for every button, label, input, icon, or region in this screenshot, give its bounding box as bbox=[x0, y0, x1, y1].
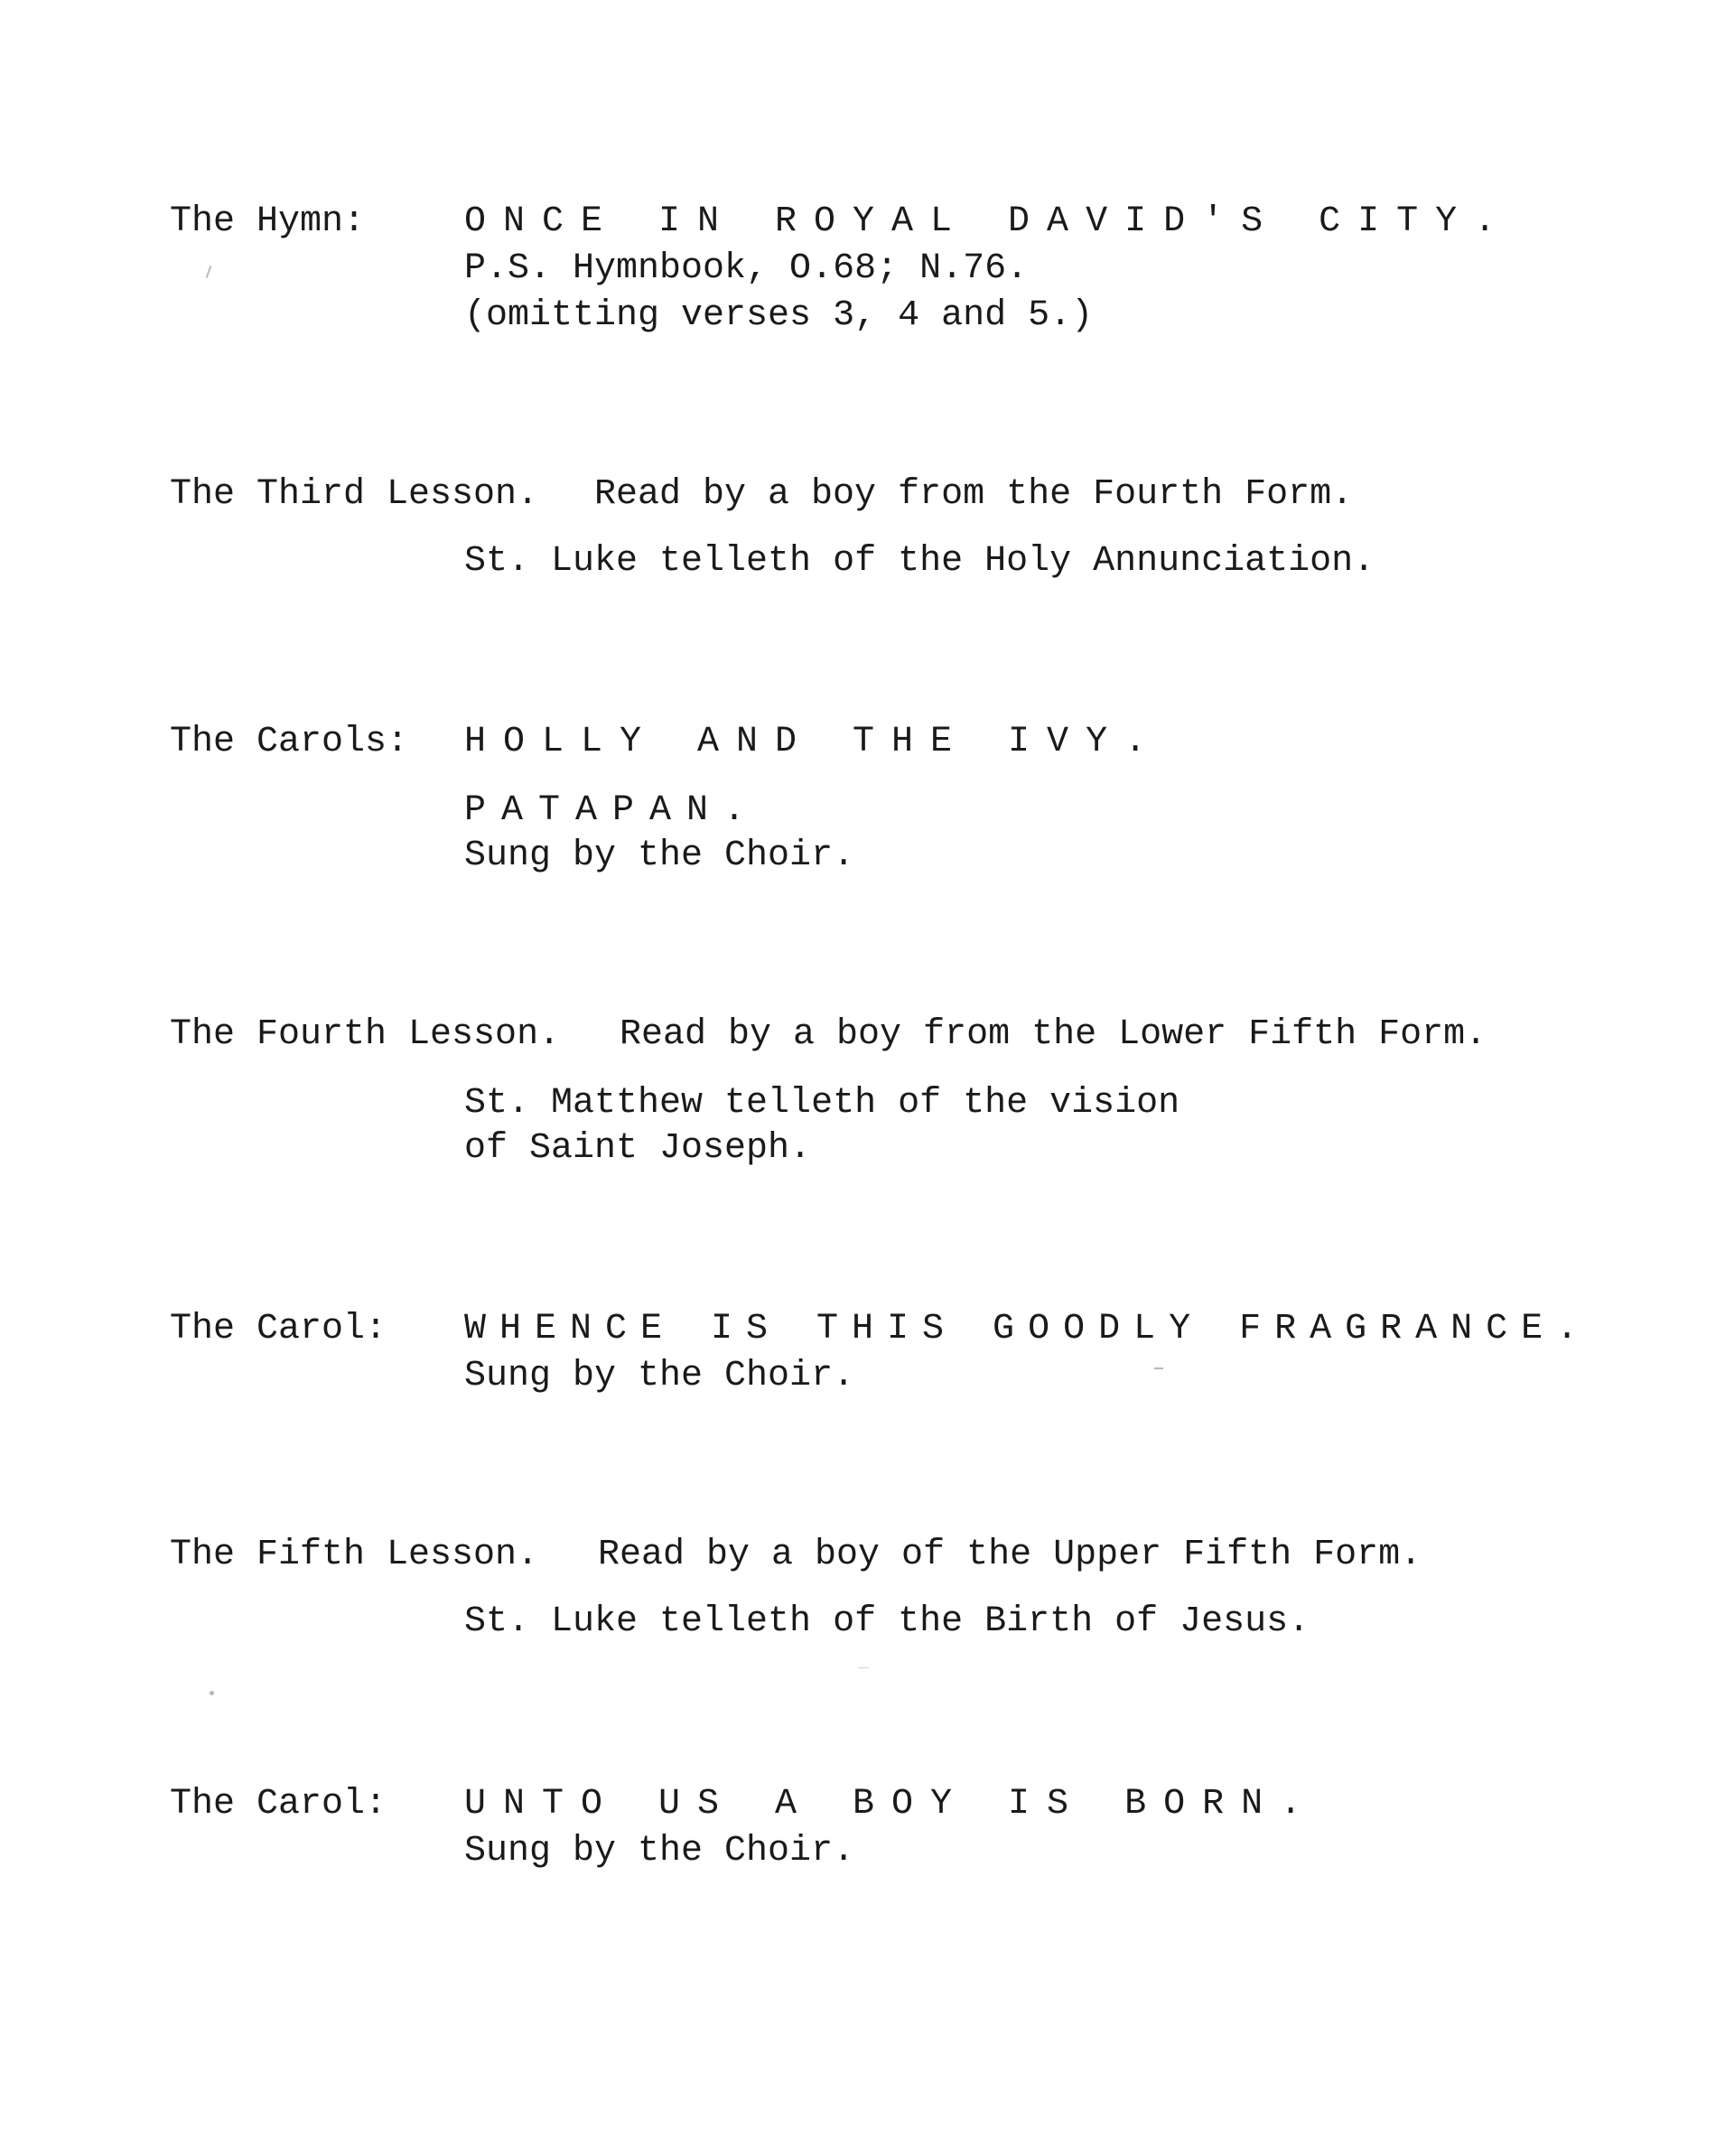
third-lesson-text: St. Luke telleth of the Holy Annunciation. bbox=[464, 541, 1375, 582]
carol-whence-label: The Carol: bbox=[170, 1309, 387, 1349]
carol-title-patapan: PATAPAN. bbox=[464, 790, 761, 831]
fourth-lesson-text-line-2: of Saint Joseph. bbox=[464, 1128, 812, 1169]
fifth-lesson-text: St. Luke telleth of the Birth of Jesus. bbox=[464, 1601, 1310, 1642]
carol-title-holly: HOLLY AND THE IVY. bbox=[464, 722, 1164, 762]
carol-unto-us-label: The Carol: bbox=[170, 1784, 387, 1825]
hymn-note: (omitting verses 3, 4 and 5.) bbox=[464, 295, 1094, 336]
paper-mark bbox=[858, 1667, 869, 1668]
paper-mark bbox=[210, 1691, 214, 1695]
fourth-lesson-reader: Read by a boy from the Lower Fifth Form. bbox=[620, 1014, 1487, 1055]
carols-label: The Carols: bbox=[170, 722, 409, 762]
fourth-lesson-text-line-1: St. Matthew telleth of the vision bbox=[464, 1083, 1180, 1124]
hymn-label: The Hymn: bbox=[170, 201, 366, 242]
third-lesson-label: The Third Lesson. bbox=[170, 474, 539, 515]
hymn-reference: P.S. Hymnbook, O.68; N.76. bbox=[464, 248, 1029, 289]
third-lesson-reader: Read by a boy from the Fourth Form. bbox=[594, 474, 1354, 515]
carol-whence-performer: Sung by the Choir. bbox=[464, 1356, 855, 1396]
hymn-title: ONCE IN ROYAL DAVID'S CITY. bbox=[464, 201, 1514, 242]
paper-mark bbox=[206, 266, 212, 278]
carol-unto-us-title: UNTO US A BOY IS BORN. bbox=[464, 1784, 1319, 1825]
carol-whence-title: WHENCE IS THIS GOODLY FRAGRANCE. bbox=[464, 1309, 1592, 1349]
carol-unto-us-performer: Sung by the Choir. bbox=[464, 1831, 855, 1871]
paper-mark bbox=[1154, 1367, 1163, 1369]
fifth-lesson-label: The Fifth Lesson. bbox=[170, 1535, 539, 1575]
fourth-lesson-label: The Fourth Lesson. bbox=[170, 1014, 561, 1055]
carols-performer: Sung by the Choir. bbox=[464, 835, 855, 876]
fifth-lesson-reader: Read by a boy of the Upper Fifth Form. bbox=[598, 1535, 1422, 1575]
